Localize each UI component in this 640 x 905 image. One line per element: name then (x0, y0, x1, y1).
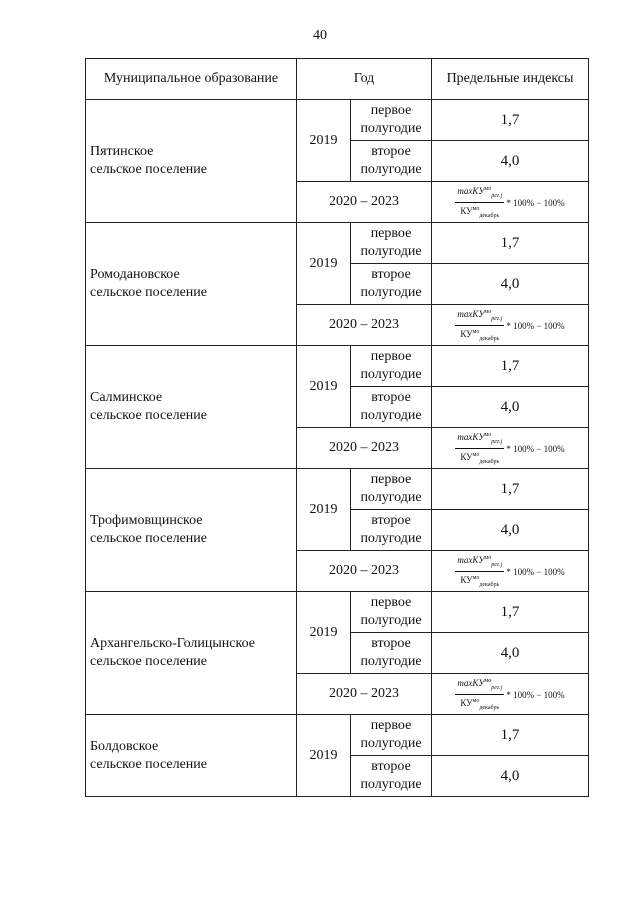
formula-den-sub: декабрь (479, 212, 500, 219)
municipality-cell (86, 100, 297, 223)
index-value: 1,7 (432, 592, 589, 633)
page-number: 40 (313, 28, 327, 43)
index-formula (455, 675, 564, 714)
year-cell: 2019 (297, 223, 351, 305)
municipality-type: сельское поселение (90, 756, 207, 772)
formula-tail: * 100% − 100% (506, 689, 565, 700)
municipality-name: Ромодановское (90, 267, 180, 282)
half-label-line2: полугодие (360, 285, 422, 300)
year-cell: 2019 (297, 469, 351, 551)
table-header-row (86, 59, 589, 100)
index-value: 1,7 (432, 715, 589, 756)
half-label-line2: полугодие (360, 162, 422, 177)
half-label-line1: второе (371, 267, 411, 282)
half-label-line1: второе (371, 636, 411, 651)
header-year: Год (297, 59, 432, 100)
formula-numerator (455, 675, 504, 695)
half-label-line2: полугодие (360, 367, 422, 382)
municipality-cell (86, 715, 297, 797)
formula-fraction (455, 675, 504, 714)
formula-den-main: КУ (460, 329, 473, 339)
half-label-line1: второе (371, 513, 411, 528)
formula-cell (432, 551, 589, 592)
municipality-type: сельское поселение (90, 408, 207, 423)
municipality-type: сельское поселение (90, 654, 207, 669)
index-formula (455, 306, 564, 345)
municipality-name: Трофимовщинское (90, 513, 203, 528)
municipality-name: Архангельско-Голицынское (90, 636, 255, 651)
formula-num-sub: рег.j (491, 685, 503, 691)
formula-den-main: КУ (460, 575, 473, 585)
formula-tail: * 100% − 100% (506, 443, 565, 454)
index-value: 4,0 (432, 141, 589, 182)
formula-num-main: maxKУ (457, 309, 485, 320)
municipality-cell (86, 469, 297, 592)
half-label-line2: полугодие (360, 777, 422, 792)
formula-den-sup: мо (472, 575, 480, 581)
formula-cell (432, 305, 589, 346)
year-cell: 2019 (297, 346, 351, 428)
formula-num-sub: рег.j (491, 193, 503, 199)
municipality-type: сельское поселение (90, 162, 207, 177)
half-label-line1: первое (370, 103, 412, 118)
period-cell: 2020 – 2023 (297, 551, 432, 592)
period-cell: 2020 – 2023 (297, 305, 432, 346)
formula-tail: * 100% − 100% (506, 197, 565, 208)
period-cell: 2020 – 2023 (297, 428, 432, 469)
half-year-cell (351, 469, 432, 510)
half-label-line1: второе (371, 759, 411, 774)
half-year-cell (351, 100, 432, 141)
formula-denominator (458, 695, 501, 714)
half-label-line2: полугодие (360, 244, 422, 259)
municipality-name: Пятинское (90, 144, 154, 159)
formula-den-main: КУ (460, 206, 473, 216)
formula-num-main: maxKУ (457, 678, 485, 689)
formula-fraction (455, 306, 504, 345)
formula-tail: * 100% − 100% (506, 320, 565, 331)
index-value: 4,0 (432, 510, 589, 551)
formula-num-sup: мо (484, 186, 492, 193)
municipality-type: сельское поселение (90, 531, 207, 546)
formula-numerator (455, 183, 504, 203)
period-cell: 2020 – 2023 (297, 674, 432, 715)
formula-numerator (455, 306, 504, 326)
formula-num-sup: мо (484, 555, 492, 562)
half-year-cell (351, 715, 432, 756)
formula-numerator (455, 429, 504, 449)
formula-cell (432, 428, 589, 469)
index-value: 4,0 (432, 387, 589, 428)
formula-denominator (458, 326, 501, 345)
half-year-cell (351, 633, 432, 674)
formula-den-sub: декабрь (479, 704, 500, 711)
half-label-line2: полугодие (360, 121, 422, 136)
formula-den-sub: декабрь (479, 335, 500, 342)
formula-num-sup: мо (484, 309, 492, 316)
formula-num-sub: рег.j (491, 562, 503, 568)
table-row (86, 715, 589, 756)
formula-num-main: maxKУ (457, 186, 485, 197)
formula-denominator (458, 203, 501, 222)
formula-den-sup: мо (472, 698, 480, 704)
half-label-line2: полугодие (360, 613, 422, 628)
index-value: 1,7 (432, 346, 589, 387)
index-formula (455, 552, 564, 591)
index-value: 1,7 (432, 469, 589, 510)
formula-denominator (458, 449, 501, 468)
half-year-cell (351, 264, 432, 305)
table-row (86, 346, 589, 387)
formula-num-sub: рег.j (491, 316, 503, 322)
half-label-line1: первое (370, 595, 412, 610)
table-row (86, 469, 589, 510)
formula-num-sup: мо (484, 432, 492, 439)
header-indices: Предельные индексы (432, 59, 589, 100)
table-body (86, 100, 589, 797)
formula-num-sub: рег.j (491, 439, 503, 445)
table-row (86, 100, 589, 141)
half-label-line2: полугодие (360, 531, 422, 546)
index-formula (455, 183, 564, 222)
formula-num-main: maxKУ (457, 432, 485, 443)
municipality-name: Салминское (90, 390, 163, 405)
half-label-line1: первое (370, 226, 412, 241)
year-cell: 2019 (297, 715, 351, 797)
index-value: 4,0 (432, 633, 589, 674)
index-formula (455, 429, 564, 468)
half-label-line1: второе (371, 390, 411, 405)
formula-den-sup: мо (472, 452, 480, 458)
half-year-cell (351, 510, 432, 551)
formula-num-main: maxKУ (457, 555, 485, 566)
index-value: 4,0 (432, 756, 589, 797)
table-row (86, 592, 589, 633)
formula-den-sup: мо (472, 206, 480, 212)
formula-denominator (458, 572, 501, 591)
header-municipality: Муниципальное образование (86, 59, 297, 100)
municipality-cell (86, 592, 297, 715)
year-cell: 2019 (297, 592, 351, 674)
year-cell: 2019 (297, 100, 351, 182)
formula-tail: * 100% − 100% (506, 566, 565, 577)
half-label-line2: полугодие (360, 654, 422, 669)
municipality-cell (86, 346, 297, 469)
period-cell: 2020 – 2023 (297, 182, 432, 223)
index-value: 1,7 (432, 223, 589, 264)
formula-fraction (455, 183, 504, 222)
formula-fraction (455, 429, 504, 468)
formula-den-sup: мо (472, 329, 480, 335)
table-row (86, 223, 589, 264)
half-label-line2: полугодие (360, 408, 422, 423)
formula-den-sub: декабрь (479, 458, 500, 465)
half-year-cell (351, 223, 432, 264)
municipality-type: сельское поселение (90, 285, 207, 300)
half-label-line1: первое (370, 472, 412, 487)
formula-numerator (455, 552, 504, 572)
formula-den-main: КУ (460, 452, 473, 462)
half-year-cell (351, 756, 432, 797)
half-year-cell (351, 141, 432, 182)
formula-den-sub: декабрь (479, 581, 500, 588)
half-label-line2: полугодие (360, 490, 422, 505)
half-label-line1: первое (370, 718, 412, 733)
municipality-cell (86, 223, 297, 346)
index-value: 1,7 (432, 100, 589, 141)
formula-cell (432, 182, 589, 223)
indices-table (85, 58, 589, 797)
half-label-line2: полугодие (360, 736, 422, 751)
half-year-cell (351, 592, 432, 633)
half-year-cell (351, 387, 432, 428)
index-value: 4,0 (432, 264, 589, 305)
formula-fraction (455, 552, 504, 591)
formula-num-sup: мо (484, 678, 492, 685)
formula-cell (432, 674, 589, 715)
half-year-cell (351, 346, 432, 387)
formula-den-main: КУ (460, 698, 473, 708)
municipality-name: Болдовское (90, 738, 159, 754)
half-label-line1: первое (370, 349, 412, 364)
half-label-line1: второе (371, 144, 411, 159)
